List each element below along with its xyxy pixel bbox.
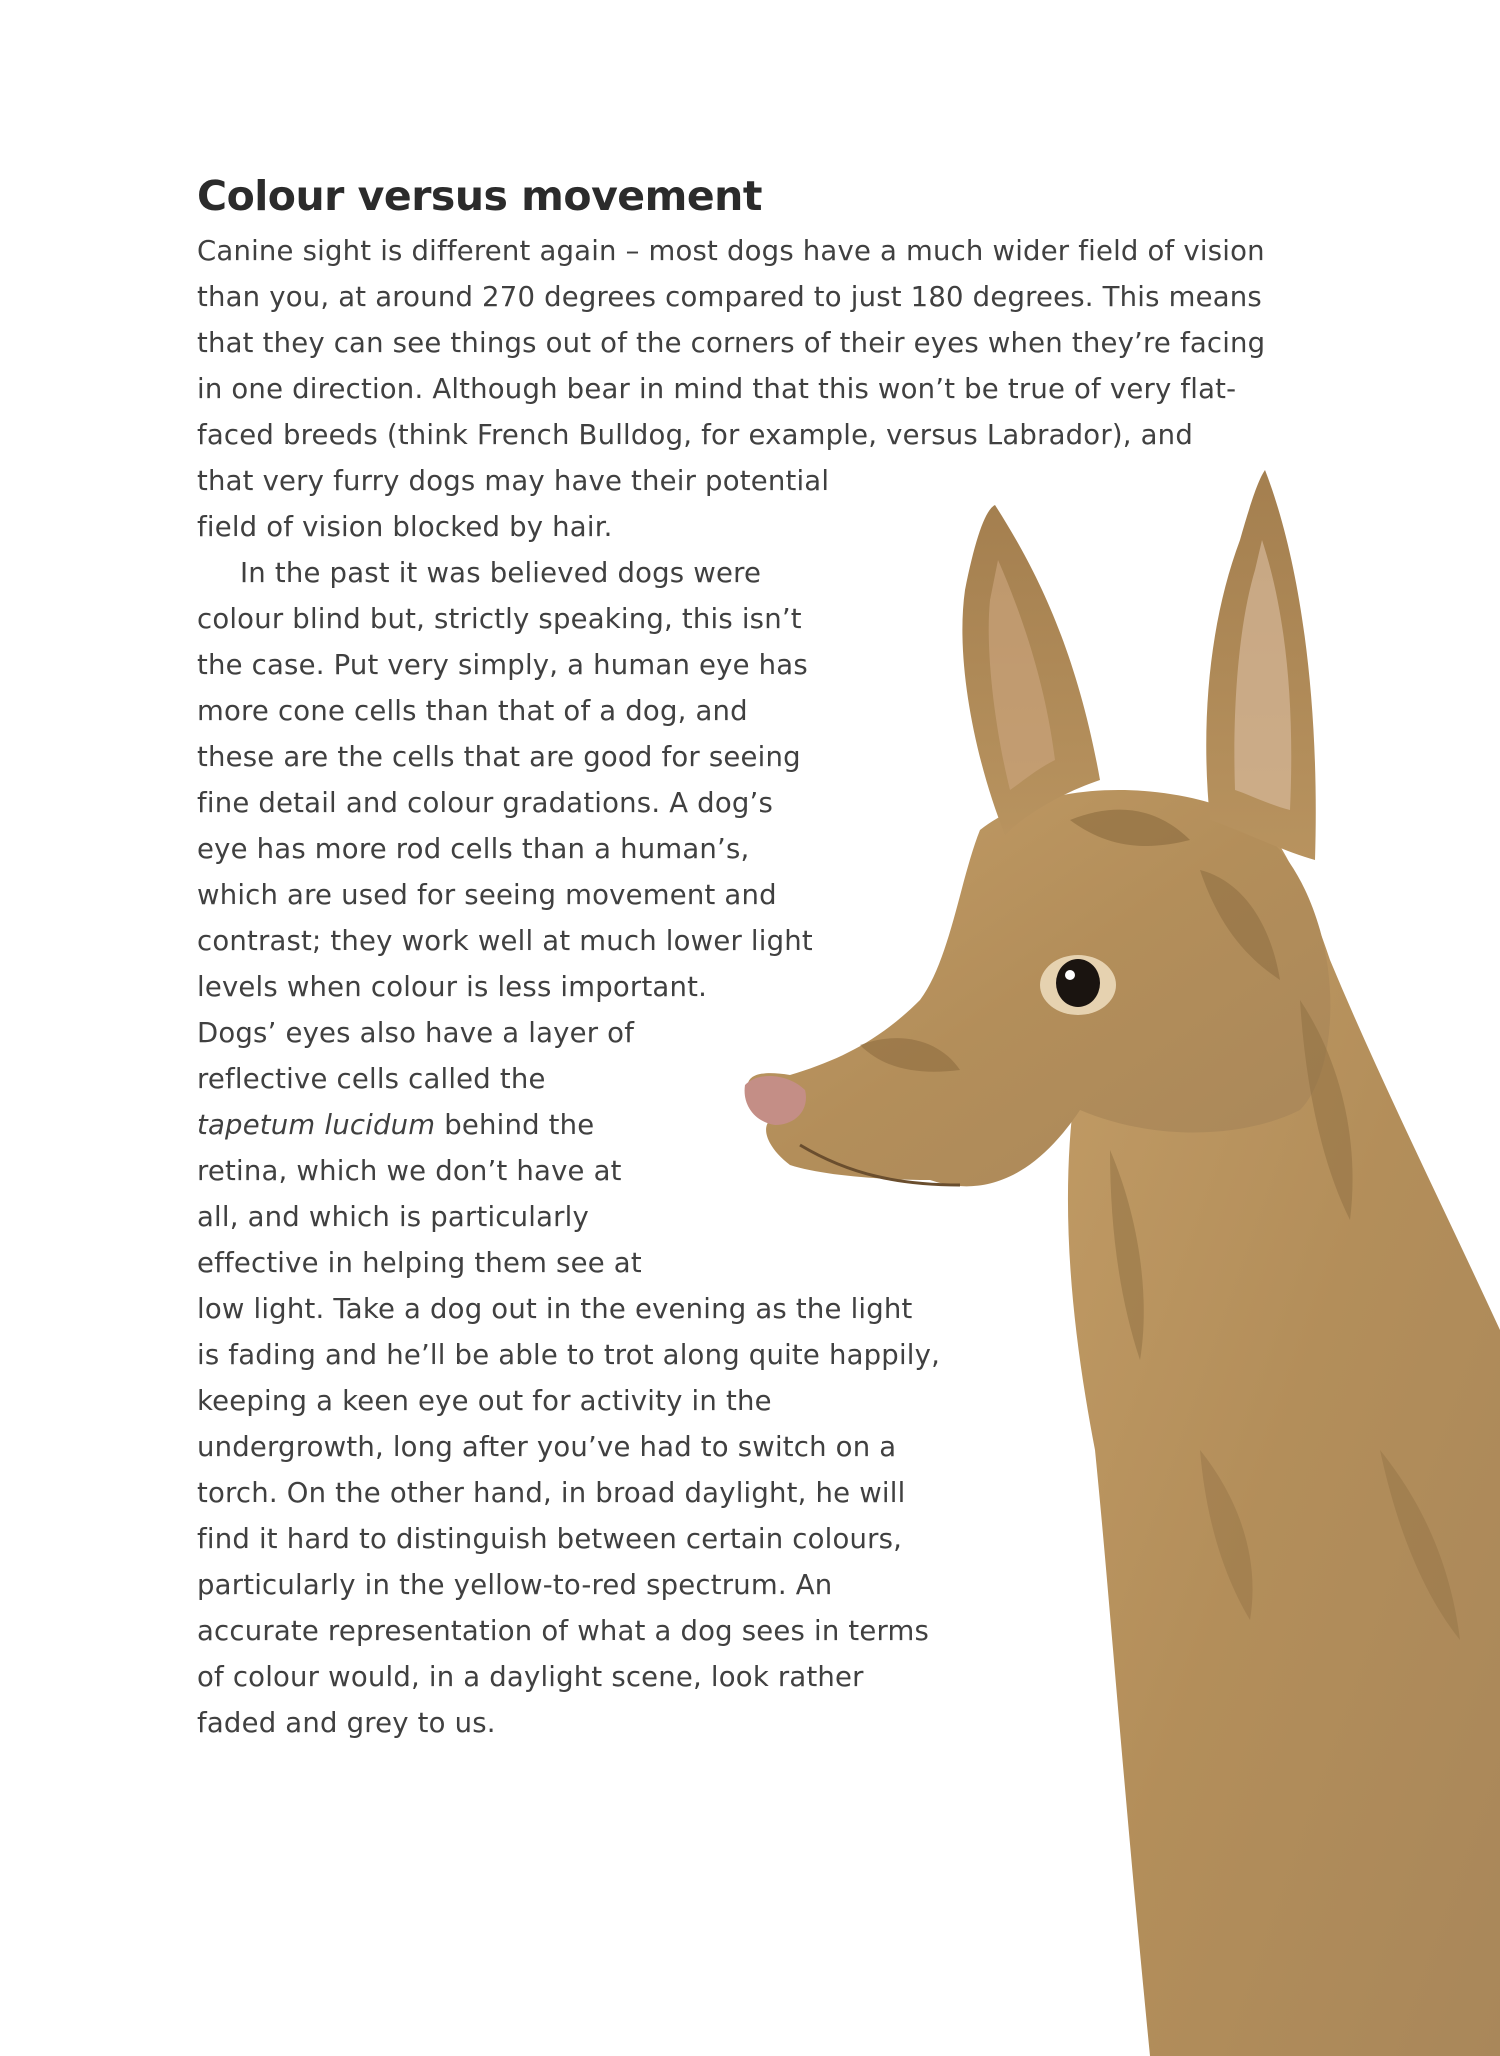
body-line: these are the cells that are good for seeing bbox=[197, 741, 801, 773]
body-line-rest: behind the bbox=[435, 1109, 595, 1141]
page-title: Colour versus movement bbox=[197, 172, 762, 220]
body-line: more cone cells than that of a dog, and bbox=[197, 695, 748, 727]
body-line: fine detail and colour gradations. A dog’s bbox=[197, 787, 773, 819]
body-line: accurate representation of what a dog sees in terms bbox=[197, 1615, 930, 1647]
body-line: faded and grey to us. bbox=[197, 1707, 496, 1739]
body-line: which are used for seeing movement and bbox=[197, 879, 777, 911]
body-line: contrast; they work well at much lower light bbox=[197, 925, 813, 957]
body-line: is fading and he’ll be able to trot along quite happily, bbox=[197, 1339, 941, 1371]
body-line: reflective cells called the bbox=[197, 1063, 546, 1095]
body-line: Dogs’ eyes also have a layer of bbox=[197, 1017, 635, 1049]
body-line: the case. Put very simply, a human eye has bbox=[197, 649, 808, 681]
body-line: keeping a keen eye out for activity in the bbox=[197, 1385, 772, 1417]
body-line: of colour would, in a daylight scene, look rather bbox=[197, 1661, 864, 1693]
body-line: colour blind but, strictly speaking, this isn’t bbox=[197, 603, 802, 635]
body-line: effective in helping them see at bbox=[197, 1247, 642, 1279]
body-line: find it hard to distinguish between certain colours, bbox=[197, 1523, 903, 1555]
body-line: levels when colour is less important. bbox=[197, 971, 708, 1003]
body-line: in one direction. Although bear in mind that this won’t be true of very flat- bbox=[197, 373, 1237, 405]
body-line: retina, which we don’t have at bbox=[197, 1155, 622, 1187]
body-line: all, and which is particularly bbox=[197, 1201, 589, 1233]
body-line bbox=[197, 1105, 594, 1145]
body-line: eye has more rod cells than a human’s, bbox=[197, 833, 750, 865]
body-line: faced breeds (think French Bulldog, for example, versus Labrador), and bbox=[197, 419, 1193, 451]
body-line: field of vision blocked by hair. bbox=[197, 511, 613, 543]
dog-head bbox=[748, 790, 1331, 1186]
italic-term: tapetum lucidum bbox=[197, 1109, 436, 1141]
body-line: that they can see things out of the corners of their eyes when they’re facing bbox=[197, 327, 1266, 359]
body-line: that very furry dogs may have their potential bbox=[197, 465, 830, 497]
body-line: low light. Take a dog out in the evening as the light bbox=[197, 1293, 913, 1325]
body-line: torch. On the other hand, in broad daylight, he will bbox=[197, 1477, 906, 1509]
body-line: Canine sight is different again – most dogs have a much wider field of vision bbox=[197, 235, 1265, 267]
body-line: than you, at around 270 degrees compared to just 180 degrees. This means bbox=[197, 281, 1262, 313]
body-line: undergrowth, long after you’ve had to switch on a bbox=[197, 1431, 897, 1463]
body-line: particularly in the yellow-to-red spectrum. An bbox=[197, 1569, 833, 1601]
body-line: In the past it was believed dogs were bbox=[240, 557, 762, 589]
